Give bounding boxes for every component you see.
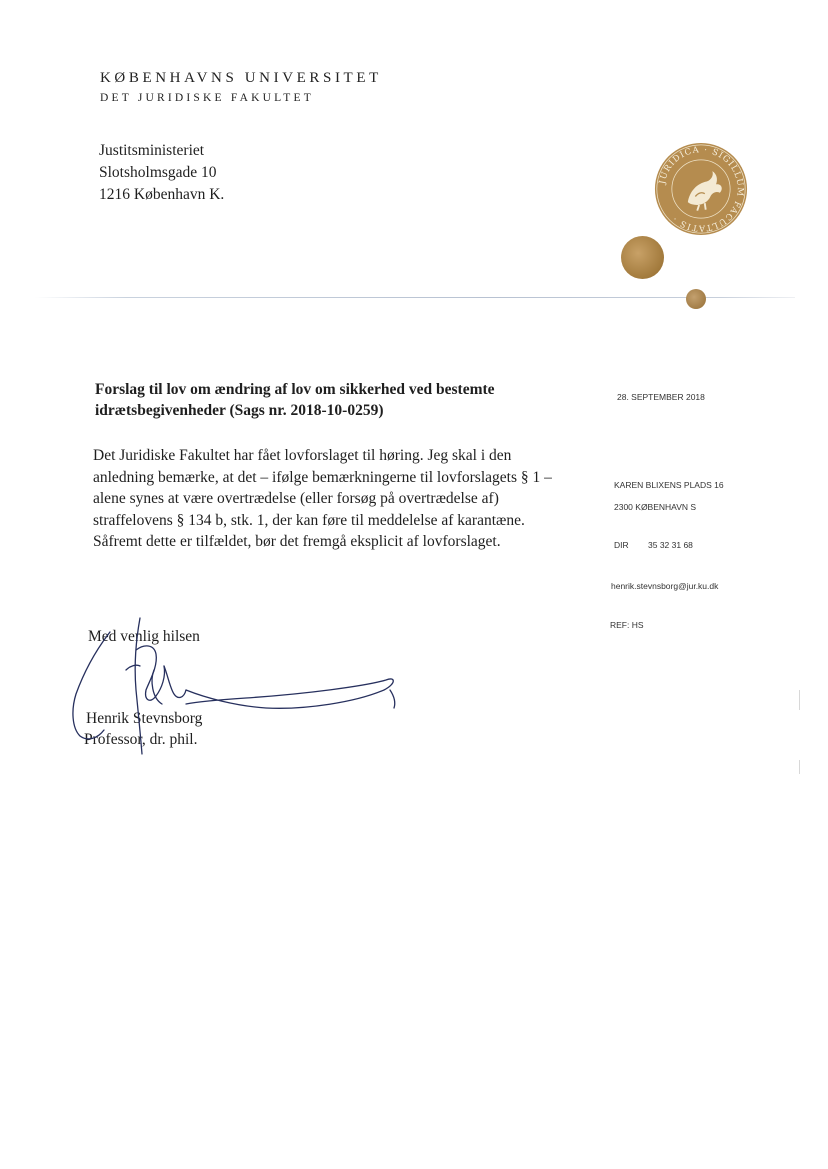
letter-subject [95, 379, 565, 421]
closing-greeting: Med venlig hilsen [88, 628, 200, 645]
handwritten-signature [66, 610, 406, 760]
body-line: alene synes at være overtrædelse (eller forsøg på overtrædelse af) [93, 490, 499, 507]
direct-phone-label: DIR [614, 540, 629, 550]
body-line: Såfremt dette er tilfældet, bør det fremgå eksplicit af lovforslaget. [93, 533, 501, 550]
signer-name: Henrik Stevnsborg [86, 710, 203, 727]
direct-phone-number: 35 32 31 68 [648, 540, 693, 550]
signer-title: Professor, dr. phil. [84, 731, 198, 748]
sender-address-street: KAREN BLIXENS PLADS 16 [614, 480, 724, 490]
scan-edge-mark [799, 760, 800, 774]
decorative-small-gold-dot [686, 289, 706, 309]
letterhead-divider [35, 297, 795, 298]
university-name: KØBENHAVNS UNIVERSITET [100, 70, 382, 86]
faculty-seal-icon [654, 142, 748, 236]
sender-email: henrik.stevnsborg@jur.ku.dk [611, 581, 719, 591]
letter-date: 28. SEPTEMBER 2018 [617, 392, 705, 402]
recipient-city: 1216 København K. [99, 186, 225, 203]
body-line: anledning bemærke, at det – ifølge bemærkningerne til lovforslagets § 1 – [93, 468, 552, 486]
reference: REF: HS [610, 620, 644, 630]
sender-address-city: 2300 KØBENHAVN S [614, 502, 697, 512]
svg-text:JURIDICA · SIGILLUM FACULTATIS: JURIDICA · SIGILLUM FACULTATIS · [656, 144, 746, 234]
decorative-gold-dot [621, 236, 664, 279]
body-line: Det Juridiske Fakultet har fået lovforslaget til høring. Jeg skal i den [93, 447, 512, 464]
recipient-street: Slotsholmsgade 10 [99, 164, 217, 181]
scan-edge-mark [799, 690, 800, 710]
faculty-name: DET JURIDISKE FAKULTET [100, 92, 314, 104]
subject-line-2: idrætsbegivenheder (Sags nr. 2018-10-0259) [95, 402, 384, 419]
body-line: straffelovens § 134 b, stk. 1, der kan føre til meddelelse af karantæne. [93, 511, 525, 529]
recipient-address [99, 140, 224, 206]
letter-body [93, 445, 613, 553]
subject-line-1: Forslag til lov om ændring af lov om sikkerhed ved bestemte [95, 381, 495, 398]
recipient-name: Justitsministeriet [99, 142, 205, 159]
